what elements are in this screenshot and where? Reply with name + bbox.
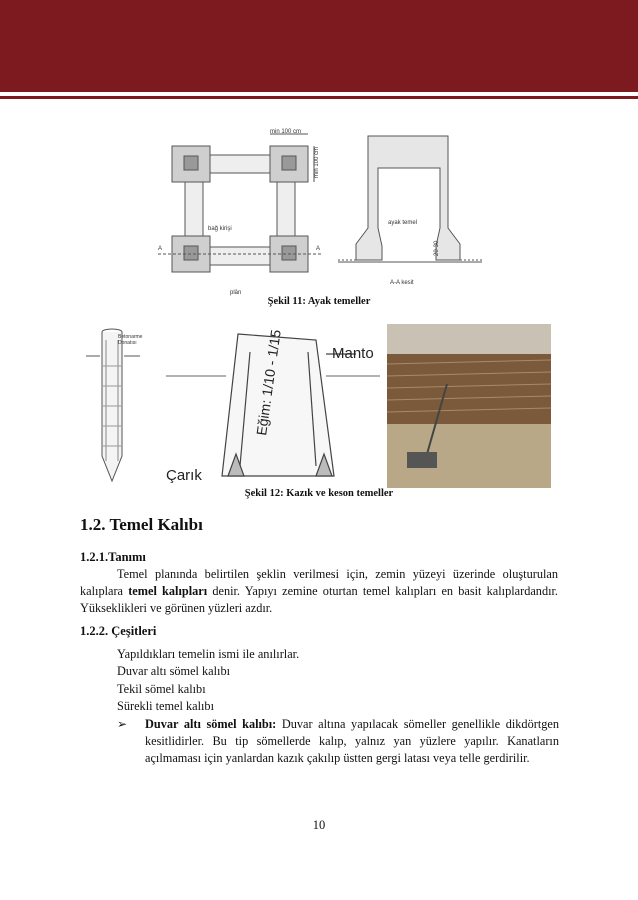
section-heading: 1.2. Temel Kalıbı bbox=[80, 515, 203, 534]
figure-12-pile-drawing bbox=[86, 326, 146, 486]
definition-text-2: denir. Yapıyı zemine oturtan temel kalıpları en basit kalıplardandır. Yükseklikleri ve görünen yüzleri azdır. bbox=[80, 584, 559, 615]
definition-paragraph bbox=[80, 566, 558, 617]
subsection-1-heading: 1.2.1.Tanımı bbox=[80, 550, 146, 564]
figure-11-drawing bbox=[158, 128, 488, 300]
list-item: Sürekli temel kalıbı bbox=[117, 698, 214, 713]
figure-12-caption: Şekil 12: Kazık ve keson temeller bbox=[244, 488, 394, 499]
label-dim-30: 20-30 bbox=[434, 240, 440, 256]
header-rule bbox=[0, 96, 638, 99]
label-min100-side: min 100 cm bbox=[314, 146, 320, 178]
label-aa-kesit: A-A kesit bbox=[390, 280, 414, 286]
label-donatisi: Donatısı bbox=[118, 340, 137, 346]
list-item: Tekil sömel kalıbı bbox=[117, 681, 206, 696]
label-betonarme: Betonarme bbox=[118, 334, 143, 340]
header-band bbox=[0, 0, 638, 92]
label-min100-top: min 100 cm bbox=[270, 129, 302, 135]
bullet-body: Duvar altına yapılacak sömeller genellikle dikdörtgen kesitlidirler. Bu tip sömellerde kalıp, yalnız yan yüzlere yapılır. Kanatların açılmaması için yanlardan kazık çakılıp üstten gergi latası veya telle gerdirilir. bbox=[145, 717, 559, 765]
arrow-bullet-icon: ➢ bbox=[117, 717, 128, 731]
figure-11-caption: Şekil 11: Ayak temeller bbox=[267, 296, 371, 307]
list-item: Duvar altı sömel kalıbı bbox=[117, 664, 231, 679]
types-list bbox=[117, 646, 299, 715]
label-manto: Manto bbox=[332, 345, 374, 362]
label-a-right: A bbox=[316, 246, 321, 252]
label-carik: Çarık bbox=[166, 467, 202, 484]
definition-bold-term: temel kalıpları bbox=[128, 584, 208, 598]
figure-12-caisson-drawing bbox=[166, 326, 380, 490]
label-ayak-temel: ayak temel bbox=[388, 220, 418, 226]
label-egim: Eğim: 1/10 - 1/15 bbox=[253, 328, 284, 437]
page-number: 10 bbox=[312, 818, 326, 832]
list-item: Yapıldıkları temelin ismi ile anılırlar. bbox=[117, 647, 300, 661]
figure-12-construction-photo bbox=[387, 324, 551, 488]
subsection-2-heading: 1.2.2. Çeşitleri bbox=[80, 624, 157, 638]
label-plan: plân bbox=[230, 290, 242, 296]
label-a-left: A bbox=[158, 246, 163, 252]
label-bag-kirisi: bağ kirişi bbox=[208, 226, 232, 232]
bullet-text bbox=[145, 716, 559, 767]
definition-text-1: Temel planında belirtilen şeklin verilmesi için, zemin yüzeyi üzerinde oluşturulan kalıplara bbox=[80, 567, 558, 598]
bullet-bold-term: Duvar altı sömel kalıbı: bbox=[145, 717, 277, 731]
bullet-duvar-alti bbox=[117, 716, 559, 767]
